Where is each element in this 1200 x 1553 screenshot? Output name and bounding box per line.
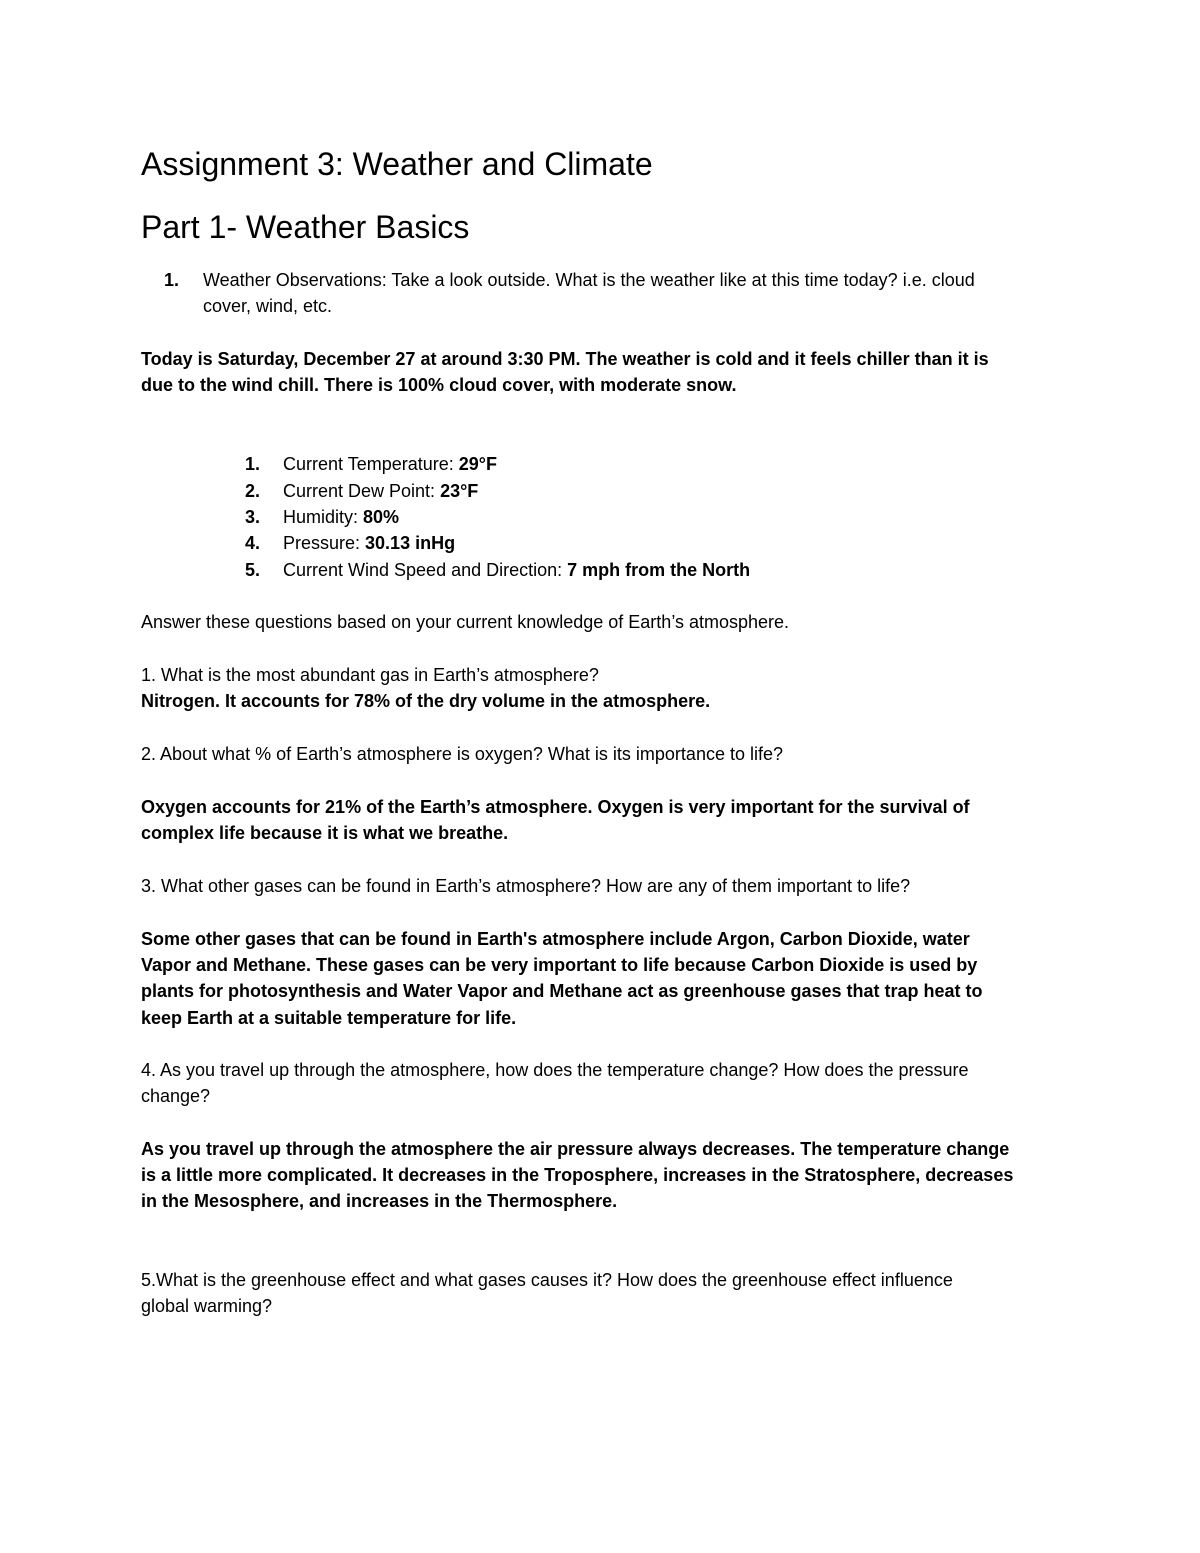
- measurement-value: 7 mph from the North: [567, 560, 751, 580]
- answer-text: As you travel up through the atmosphere the air pressure always decreases. The temperature change: [141, 1139, 1010, 1159]
- answer-text: Nitrogen. It accounts for 78% of the dry volume in the atmosphere.: [141, 691, 711, 711]
- question-text: 5.What is the greenhouse effect and what gases causes it? How does the greenhouse effect influence: [141, 1270, 953, 1290]
- question-text: 4. As you travel up through the atmosphere, how does the temperature change? How does the pressure: [141, 1060, 969, 1080]
- question-text: cover, wind, etc.: [203, 296, 333, 316]
- answer-text: Oxygen accounts for 21% of the Earth’s atmosphere. Oxygen is very important for the survival of: [141, 797, 970, 817]
- measurement-label: Current Wind Speed and Direction:: [283, 560, 568, 580]
- instructions-text: Answer these questions based on your current knowledge of Earth’s atmosphere.: [141, 612, 790, 632]
- answer-text: Vapor and Methane. These gases can be very important to life because Carbon Dioxide is used by: [141, 955, 978, 975]
- question-text: Weather Observations: Take a look outside. What is the weather like at this time today? i.e. cloud: [203, 270, 975, 290]
- answer-text: due to the wind chill. There is 100% cloud cover, with moderate snow.: [141, 375, 737, 395]
- measurement-value: 29°F: [458, 454, 497, 474]
- measurement-label: Current Dew Point:: [283, 481, 441, 501]
- measurement-label: Pressure:: [283, 533, 366, 553]
- part-heading: Part 1- Weather Basics: [141, 209, 470, 245]
- list-number: 5.: [245, 560, 261, 580]
- question-text: global warming?: [141, 1296, 273, 1316]
- list-number: 1.: [245, 454, 261, 474]
- measurement-label: Humidity:: [283, 507, 364, 527]
- document-title: Assignment 3: Weather and Climate: [141, 146, 653, 182]
- answer-text: is a little more complicated. It decreases in the Troposphere, increases in the Stratosphere, decreases: [141, 1165, 1014, 1185]
- question-text: 1. What is the most abundant gas in Earth’s atmosphere?: [141, 665, 599, 685]
- list-number: 1.: [164, 270, 180, 290]
- question-text: change?: [141, 1086, 211, 1106]
- measurement-value: 30.13 inHg: [365, 533, 456, 553]
- question-text: 2. About what % of Earth’s atmosphere is oxygen? What is its importance to life?: [141, 744, 783, 764]
- answer-text: in the Mesosphere, and increases in the Thermosphere.: [141, 1191, 618, 1211]
- measurement-value: 23°F: [440, 481, 479, 501]
- measurement-label: Current Temperature:: [283, 454, 459, 474]
- list-number: 3.: [245, 507, 261, 527]
- list-number: 2.: [245, 481, 261, 501]
- answer-text: keep Earth at a suitable temperature for life.: [141, 1008, 517, 1028]
- question-text: 3. What other gases can be found in Earth’s atmosphere? How are any of them important to life?: [141, 876, 911, 896]
- answer-text: Today is Saturday, December 27 at around 3:30 PM. The weather is cold and it feels chiller than it is: [141, 349, 989, 369]
- list-number: 4.: [245, 533, 261, 553]
- answer-text: Some other gases that can be found in Earth's atmosphere include Argon, Carbon Dioxide, water: [141, 929, 970, 949]
- answer-text: complex life because it is what we breathe.: [141, 823, 509, 843]
- answer-text: plants for photosynthesis and Water Vapor and Methane act as greenhouse gases that trap heat to: [141, 981, 983, 1001]
- measurement-value: 80%: [363, 507, 400, 527]
